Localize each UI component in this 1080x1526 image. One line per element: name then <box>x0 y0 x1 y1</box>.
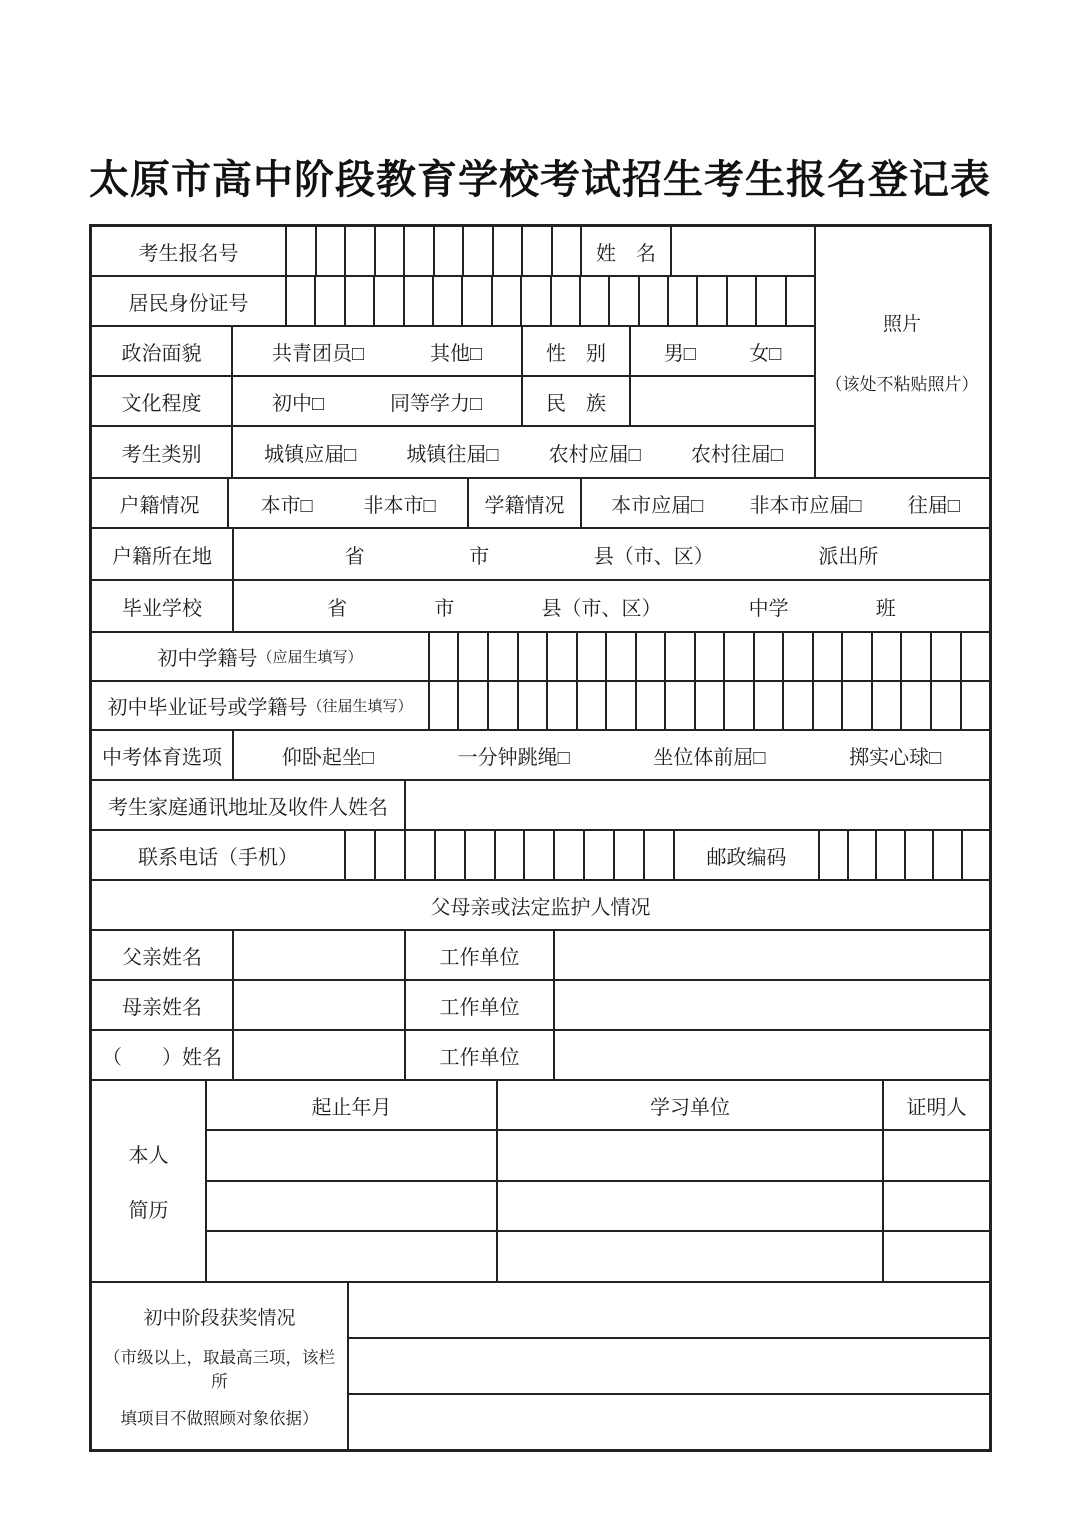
digit-box <box>605 633 635 680</box>
digit-box <box>373 277 402 325</box>
digit-box <box>344 227 374 275</box>
digit-box <box>521 227 551 275</box>
digit-box <box>753 633 783 680</box>
digit-box <box>346 831 374 879</box>
digit-box <box>613 831 643 879</box>
digit-box <box>875 831 904 879</box>
resume-blank-row <box>207 1182 989 1233</box>
father-work-label: 工作单位 <box>406 931 555 979</box>
row-guardian-header <box>92 881 989 931</box>
resume-section <box>92 1081 989 1283</box>
resume-witness-input-cell[interactable] <box>884 1131 989 1180</box>
digit-box <box>694 682 724 729</box>
county-label: 县（市、区） <box>541 597 662 620</box>
category-label: 考生类别 <box>92 427 233 477</box>
digit-box <box>403 277 432 325</box>
grad-id-note: （往届生填写） <box>307 699 413 715</box>
resume-school-input-cell[interactable] <box>498 1131 884 1180</box>
county-label: 县（市、区） <box>593 545 714 568</box>
digit-box <box>576 682 606 729</box>
resume-label: 本人 简历 <box>92 1081 207 1281</box>
digit-box <box>723 633 753 680</box>
digit-box <box>403 227 433 275</box>
registration-form-table <box>89 224 992 1452</box>
option-local[interactable]: 本市□ <box>260 494 313 517</box>
mother-work-label: 工作单位 <box>406 981 555 1029</box>
option-female[interactable]: 女□ <box>749 342 782 365</box>
education-label: 文化程度 <box>92 377 233 425</box>
option-urban-former[interactable]: 城镇往届□ <box>406 443 499 466</box>
row-category <box>92 427 814 477</box>
digit-box <box>520 277 549 325</box>
digit-box <box>782 633 812 680</box>
digit-box <box>635 633 665 680</box>
digit-box <box>430 633 457 680</box>
digit-box <box>550 277 579 325</box>
digit-box <box>546 633 576 680</box>
city-label: 市 <box>469 545 490 568</box>
award-input-row[interactable] <box>349 1283 989 1339</box>
category-options <box>233 427 814 477</box>
digit-box <box>930 633 960 680</box>
digit-box <box>961 831 990 879</box>
province-label: 省 <box>344 545 365 568</box>
digit-box <box>782 682 812 729</box>
option-league-member[interactable]: 共青团员□ <box>271 342 365 365</box>
digit-box <box>374 227 404 275</box>
postal-boxes[interactable] <box>820 831 989 879</box>
education-options <box>233 377 523 425</box>
reg-number-label: 考生报名号 <box>92 227 287 275</box>
pe-label: 中考体育选项 <box>92 731 234 779</box>
digit-box <box>726 277 755 325</box>
resume-header-row <box>207 1081 989 1131</box>
police-station-label: 派出所 <box>818 545 879 568</box>
page-title: 太原市高中阶段教育学校考试招生考生报名登记表 <box>89 158 991 202</box>
resume-witness-input-cell[interactable] <box>884 1232 989 1281</box>
digit-box <box>638 277 667 325</box>
postal-label: 邮政编码 <box>675 831 820 879</box>
mother-name-label: 母亲姓名 <box>92 981 234 1029</box>
other-guardian-work-label: 工作单位 <box>406 1031 555 1079</box>
digit-box <box>374 831 404 879</box>
digit-box <box>605 682 635 729</box>
resume-col-witness: 证明人 <box>906 1096 967 1119</box>
id-number-boxes[interactable] <box>287 277 814 325</box>
row-hukou-status <box>92 479 989 529</box>
mother-name-input-cell[interactable] <box>234 981 406 1029</box>
row-hukou-location <box>92 529 989 581</box>
digit-box <box>464 831 494 879</box>
xueji-label: 学籍情况 <box>469 479 582 527</box>
class-label: 班 <box>875 597 896 620</box>
grad-id-label: 初中毕业证号或学籍号 （往届生填写） <box>92 682 430 729</box>
option-rural-former[interactable]: 农村往届□ <box>690 443 783 466</box>
digit-box <box>753 682 783 729</box>
option-former[interactable]: 往届□ <box>907 494 960 517</box>
grad-id-boxes[interactable] <box>430 682 989 729</box>
resume-school-input-cell[interactable] <box>498 1182 884 1231</box>
resume-blank-row <box>207 1131 989 1182</box>
reg-number-boxes[interactable] <box>287 227 582 275</box>
digit-box <box>487 682 517 729</box>
political-label: 政治面貌 <box>92 327 233 375</box>
row-home-address <box>92 781 989 831</box>
digit-box <box>871 682 901 729</box>
option-nonlocal[interactable]: 非本市□ <box>363 494 436 517</box>
option-nonlocal-current[interactable]: 非本市应届□ <box>749 494 862 517</box>
digit-box <box>287 277 314 325</box>
digit-box <box>344 277 373 325</box>
school-input-cell[interactable] <box>234 581 989 631</box>
political-options <box>233 327 523 375</box>
photo-label: 照片 <box>882 314 921 335</box>
gender-label: 性 别 <box>523 327 631 375</box>
resume-col-school: 学习单位 <box>498 1081 884 1129</box>
row-junior-student-id <box>92 633 989 682</box>
digit-box <box>315 227 345 275</box>
middle-school-label: 中学 <box>748 597 789 620</box>
digit-box <box>932 831 961 879</box>
digit-box <box>904 831 933 879</box>
address-label: 考生家庭通讯地址及收件人姓名 <box>92 781 406 829</box>
digit-box <box>553 831 583 879</box>
other-guardian-name-label: （ ）姓名 <box>92 1031 234 1079</box>
digit-box <box>900 633 930 680</box>
row-father <box>92 931 989 981</box>
digit-box <box>755 277 784 325</box>
option-junior-high[interactable]: 初中□ <box>271 392 325 415</box>
digit-box <box>462 227 492 275</box>
row-pe-options <box>92 731 989 781</box>
digit-box <box>579 277 608 325</box>
digit-box <box>664 633 694 680</box>
pe-options <box>234 731 989 779</box>
digit-box <box>841 682 871 729</box>
digit-box <box>494 831 524 879</box>
digit-box <box>812 633 842 680</box>
digit-box <box>434 831 464 879</box>
digit-box <box>960 682 989 729</box>
id-number-label: 居民身份证号 <box>92 277 287 325</box>
father-work-input-cell[interactable] <box>555 931 989 979</box>
digit-box <box>287 227 315 275</box>
father-name-input-cell[interactable] <box>234 931 406 979</box>
other-guardian-work-input-cell[interactable] <box>555 1031 989 1079</box>
digit-box <box>487 633 517 680</box>
option-medicine-ball[interactable]: 掷实心球□ <box>849 746 942 769</box>
mother-work-input-cell[interactable] <box>555 981 989 1029</box>
digit-box <box>517 682 547 729</box>
resume-blank-row <box>207 1232 989 1281</box>
row-graduating-school <box>92 581 989 633</box>
digit-box <box>433 227 463 275</box>
digit-box <box>664 682 694 729</box>
option-male[interactable]: 男□ <box>663 342 696 365</box>
gender-options <box>631 327 814 375</box>
row-phone-postal <box>92 831 989 881</box>
resume-col-dates: 起止年月 <box>207 1081 498 1129</box>
hukou-location-input-cell[interactable] <box>234 529 989 579</box>
xueji-options <box>582 479 989 527</box>
row-education <box>92 377 814 427</box>
award-input-row[interactable] <box>349 1395 989 1449</box>
name-label: 姓 名 <box>582 227 672 275</box>
resume-witness-input-cell[interactable] <box>884 1182 989 1231</box>
digit-box <box>960 633 989 680</box>
city-label: 市 <box>434 597 455 620</box>
row-mother <box>92 981 989 1031</box>
school-label: 毕业学校 <box>92 581 234 631</box>
digit-box <box>457 633 487 680</box>
junior-id-label: 初中学籍号 （应届生填写） <box>92 633 430 680</box>
option-situps[interactable]: 仰卧起坐□ <box>281 746 374 769</box>
row-grad-certificate-id <box>92 682 989 731</box>
award-input-row[interactable] <box>349 1339 989 1395</box>
row-reg-number <box>92 227 814 277</box>
resume-dates-input-cell[interactable] <box>207 1182 498 1231</box>
photo-box <box>816 227 988 477</box>
other-guardian-name-input-cell[interactable] <box>234 1031 406 1079</box>
option-sit-and-reach[interactable]: 坐位体前屈□ <box>653 746 766 769</box>
digit-box <box>841 633 871 680</box>
option-rural-current[interactable]: 农村应届□ <box>548 443 641 466</box>
name-input-cell[interactable] <box>672 227 814 275</box>
ethnic-input-cell[interactable] <box>631 377 814 425</box>
digit-box <box>785 277 814 325</box>
father-name-label: 父亲姓名 <box>92 931 234 979</box>
digit-box <box>723 682 753 729</box>
resume-school-input-cell[interactable] <box>498 1232 884 1281</box>
digit-box <box>404 831 434 879</box>
digit-box <box>491 277 520 325</box>
digit-box <box>551 227 581 275</box>
hukou-label: 户籍情况 <box>92 479 229 527</box>
junior-id-note: （应届生填写） <box>257 650 363 666</box>
address-input-cell[interactable] <box>406 781 989 829</box>
option-other[interactable]: 其他□ <box>429 342 483 365</box>
digit-box <box>608 277 637 325</box>
phone-label: 联系电话（手机） <box>92 831 346 879</box>
ethnic-label: 民 族 <box>523 377 631 425</box>
phone-boxes[interactable] <box>346 831 675 879</box>
row-political <box>92 327 814 377</box>
top-section <box>92 227 989 479</box>
resume-dates-input-cell[interactable] <box>207 1232 498 1281</box>
awards-section <box>92 1283 989 1449</box>
digit-box <box>546 682 576 729</box>
digit-box <box>820 831 847 879</box>
photo-note: （该处不粘贴照片） <box>825 375 979 394</box>
row-other-guardian <box>92 1031 989 1081</box>
digit-box <box>635 682 665 729</box>
digit-box <box>576 633 606 680</box>
digit-box <box>847 831 876 879</box>
digit-box <box>930 682 960 729</box>
digit-box <box>430 682 457 729</box>
option-equivalent[interactable]: 同等学力□ <box>389 392 483 415</box>
digit-box <box>696 277 725 325</box>
digit-box <box>812 682 842 729</box>
option-rope-skipping[interactable]: 一分钟跳绳□ <box>457 746 570 769</box>
awards-rows <box>349 1283 989 1449</box>
digit-box <box>457 682 487 729</box>
digit-box <box>643 831 673 879</box>
digit-box <box>461 277 490 325</box>
hukou-options <box>229 479 469 527</box>
digit-box <box>314 277 343 325</box>
junior-id-boxes[interactable] <box>430 633 989 680</box>
digit-box <box>667 277 696 325</box>
option-urban-current[interactable]: 城镇应届□ <box>264 443 357 466</box>
digit-box <box>694 633 724 680</box>
digit-box <box>900 682 930 729</box>
awards-label: 初中阶段获奖情况 （市级以上，取最高三项，该栏所 填项目不做照顾对象依据） <box>92 1283 349 1449</box>
digit-box <box>871 633 901 680</box>
option-local-current[interactable]: 本市应届□ <box>611 494 704 517</box>
province-label: 省 <box>327 597 348 620</box>
digit-box <box>523 831 553 879</box>
digit-box <box>492 227 522 275</box>
digit-box <box>583 831 613 879</box>
guardian-header: 父母亲或法定监护人情况 <box>430 896 651 919</box>
digit-box <box>517 633 547 680</box>
resume-dates-input-cell[interactable] <box>207 1131 498 1180</box>
hukou-location-label: 户籍所在地 <box>92 529 234 579</box>
row-id-number <box>92 277 814 327</box>
digit-box <box>432 277 461 325</box>
